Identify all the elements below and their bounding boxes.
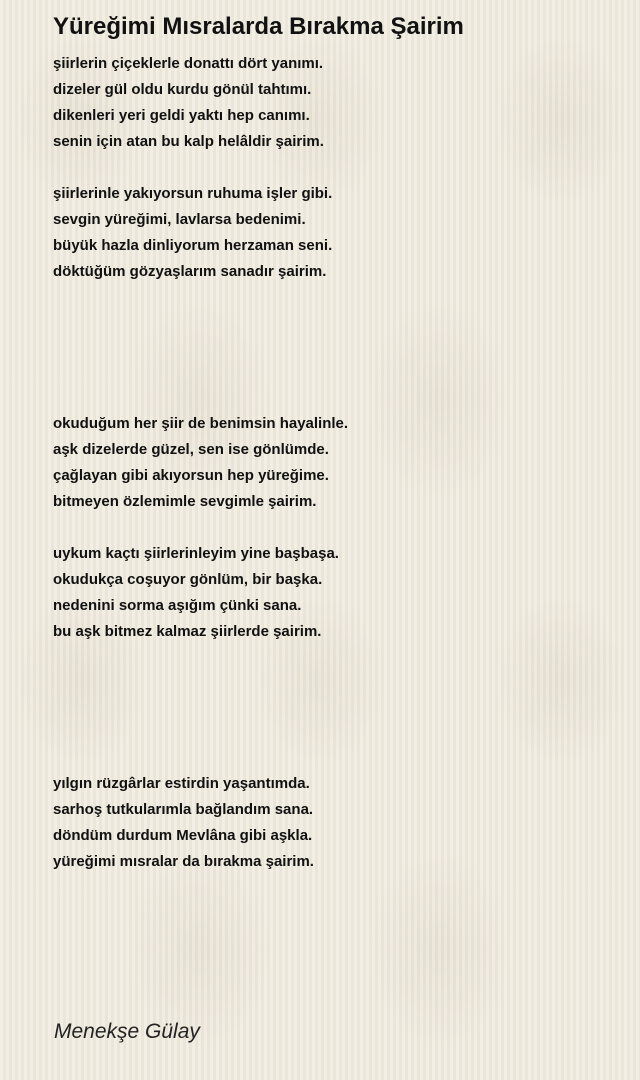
verse-line: dizeler gül oldu kurdu gönül tahtımı.: [53, 81, 312, 98]
verse-line: döktüğüm gözyaşlarım sanadır şairim.: [53, 263, 327, 280]
verse-line: aşk dizelerde güzel, sen ise gönlümde.: [53, 441, 329, 458]
verse-line: döndüm durdum Mevlâna gibi aşkla.: [53, 827, 313, 844]
stanza-1: [53, 51, 324, 155]
verse-line: yılgın rüzgârlar estirdin yaşantımda.: [53, 775, 310, 792]
verse-line: çağlayan gibi akıyorsun hep yüreğime.: [53, 467, 329, 484]
verse-line: sevgin yüreğimi, lavlarsa bedenimi.: [53, 211, 306, 228]
poem-author: Menekşe Gülay: [54, 1020, 200, 1043]
verse-line: senin için atan bu kalp helâldir şairim.: [53, 133, 324, 150]
verse-line: okuduğum her şiir de benimsin hayalinle.: [53, 415, 349, 432]
verse-line: şiirlerinle yakıyorsun ruhuma işler gibi.: [53, 185, 333, 202]
stanza-4: [53, 541, 339, 645]
verse-line: uykum kaçtı şiirlerinleyim yine başbaşa.: [53, 545, 339, 562]
verse-line: büyük hazla dinliyorum herzaman seni.: [53, 237, 333, 254]
stanza-5: [53, 771, 314, 875]
verse-line: bu aşk bitmez kalmaz şiirlerde şairim.: [53, 623, 322, 640]
verse-line: sarhoş tutkularımla bağlandım sana.: [53, 801, 314, 818]
stanza-2: [53, 181, 332, 285]
verse-line: okudukça coşuyor gönlüm, bir başka.: [53, 571, 323, 588]
poem-title: Yüreğimi Mısralarda Bırakma Şairim: [53, 13, 464, 40]
verse-line: yüreğimi mısralar da bırakma şairim.: [53, 853, 314, 870]
verse-line: dikenleri yeri geldi yaktı hep canımı.: [53, 107, 310, 124]
verse-line: şiirlerin çiçeklerle donattı dört yanımı.: [53, 55, 324, 72]
verse-line: bitmeyen özlemimle sevgimle şairim.: [53, 493, 317, 510]
verse-line: nedenini sorma aşığım çünki sana.: [53, 597, 302, 614]
stanza-3: [53, 411, 348, 515]
